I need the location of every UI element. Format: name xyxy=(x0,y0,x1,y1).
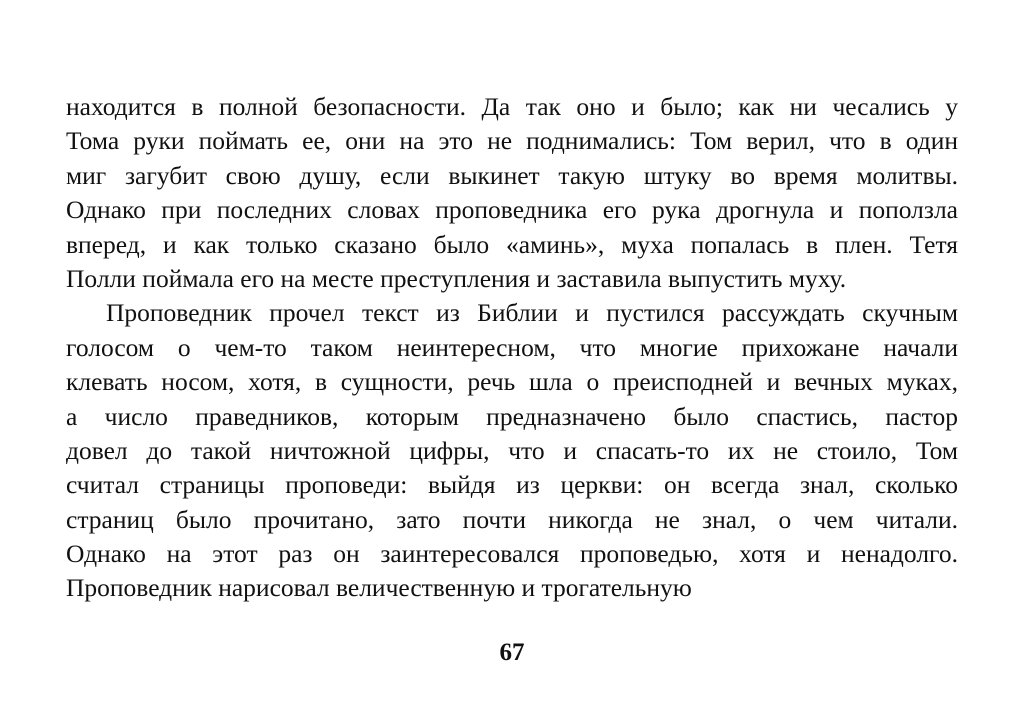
page-number: 67 xyxy=(499,639,525,666)
text-line: Однако на этот раз он заинтересовался проповедью, хотя и ненадолго. xyxy=(66,539,958,569)
text-line: а число праведников, которым предназначено было спастись, пастор xyxy=(66,401,958,431)
paragraph-2 xyxy=(66,296,958,606)
text-line: находится в полной безопасности. Да так оно и было; как ни чесались у xyxy=(66,92,958,121)
text-line: миг загубит свою душу, если выкинет такую штуку во время молитвы. xyxy=(66,160,958,190)
text-line: Проповедник нарисовал величественную и трогательную xyxy=(66,573,692,603)
text-line: довел до такой ничтожной цифры, что и спасать-то их не стоило, Том xyxy=(66,435,958,465)
body-text xyxy=(66,90,958,606)
text-line: считал страницы проповеди: выйдя из церкви: он всегда знал, сколько xyxy=(66,470,958,500)
text-line: клевать носом, хотя, в сущности, речь шла о преисподней и вечных муках, xyxy=(66,367,958,397)
paragraph-1 xyxy=(66,90,958,296)
text-line: Полли поймала его на месте преступления и заставила выпустить муху. xyxy=(66,263,847,293)
text-line: Однако при последних словах проповедника его рука дрогнула и поползла xyxy=(66,195,958,225)
text-line: голосом о чем-то таком неинтересном, что многие прихожане начали xyxy=(66,332,958,362)
text-line: Тома руки поймать ее, они на это не поднимались: Том верил, что в один xyxy=(66,126,958,156)
text-line: Проповедник прочел текст из Библии и пустился рассуждать скучным xyxy=(106,298,958,328)
text-line: страниц было прочитано, зато почти никогда не знал, о чем читали. xyxy=(66,504,958,534)
text-line: вперед, и как только сказано было «аминь», муха попалась в плен. Тетя xyxy=(66,229,958,259)
